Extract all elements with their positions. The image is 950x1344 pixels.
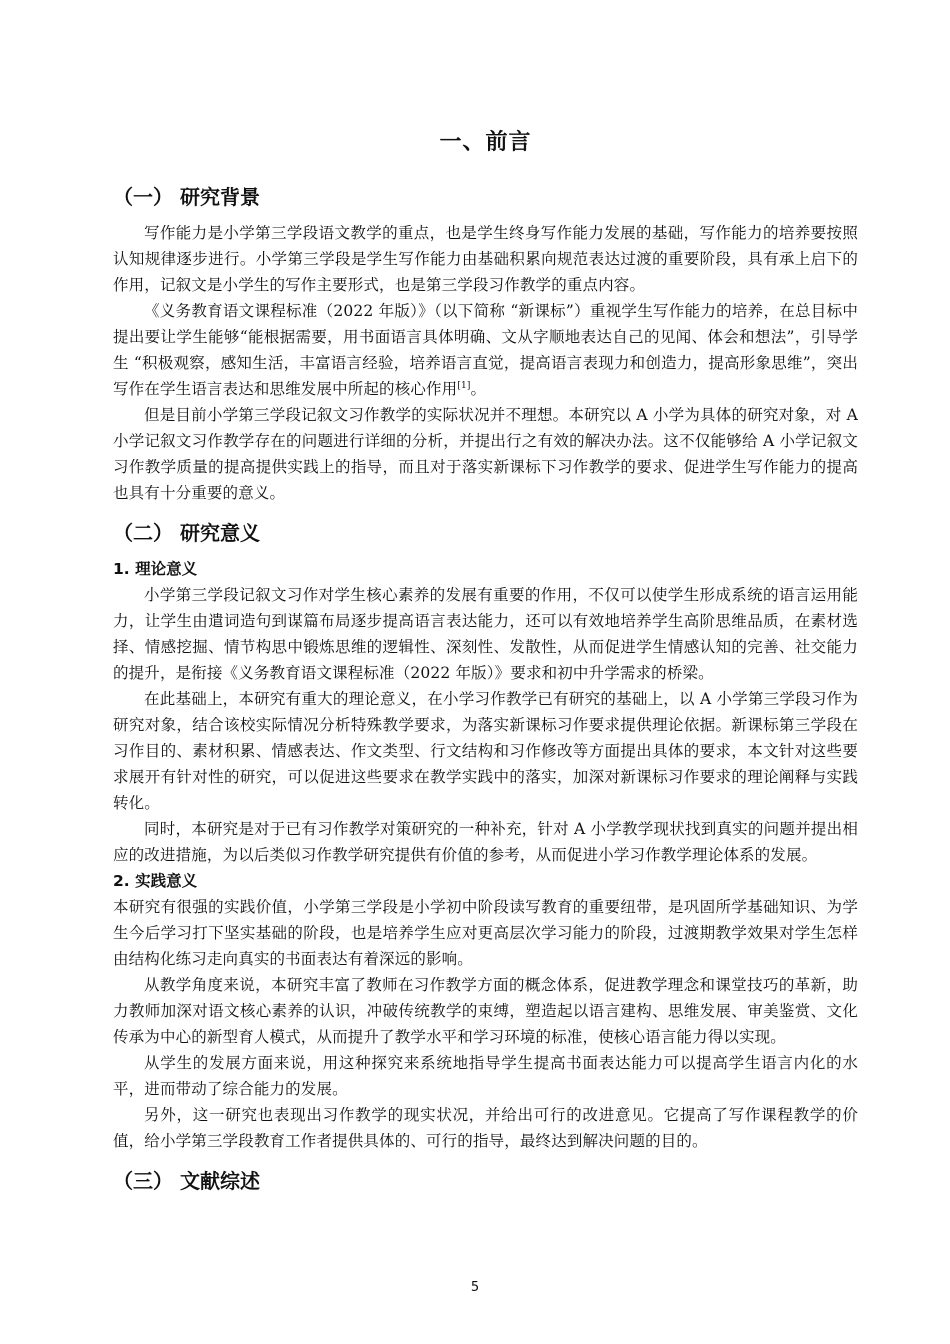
background-paragraph-1: 写作能力是小学第三学段语文教学的重点，也是学生终身写作能力发展的基础，写作能力的培养要按照认知规律逐步进行。小学第三学段是学生写作能力由基础积累向规范表达过渡的重要阶段，具有承上启下的作用，记叙文是小学生的写作主要形式，也是第三学段习作教学的重点内容。 (113, 224, 858, 294)
background-paragraph-2-end: 。 (470, 380, 487, 398)
section-title-significance: （二） 研究意义 (113, 521, 260, 545)
section-title-literature: （三） 文献综述 (113, 1169, 260, 1193)
subsection-title-practice: 2. 实践意义 (113, 872, 198, 890)
subsection-title-theory: 1. 理论意义 (113, 560, 198, 578)
theory-paragraph-3: 同时，本研究是对于已有习作教学对策研究的一种补充，针对 A 小学教学现状找到真实的问题并提出相应的改进措施，为以后类似习作教学研究提供有价值的参考，从而促进小学习作教学理论体系的发展。 (113, 820, 858, 864)
background-paragraph-2 (113, 298, 858, 402)
section-title-background: （一） 研究背景 (113, 185, 260, 209)
background-paragraph-3: 但是目前小学第三学段记叙文习作教学的实际状况并不理想。本研究以 A 小学为具体的研究对象，对 A 小学记叙文习作教学存在的问题进行详细的分析，并提出行之有效的解决办法。这不仅能够给 A 小学记叙文习作教学质量的提高提供实践上的指导，而且对于落实新课标下习作教学的要求、促进学生写作能力的提高也具有十分重要的意义。 (113, 406, 858, 502)
chapter-title: 一、前言 (439, 130, 532, 155)
practice-paragraph-3: 从学生的发展方面来说，用这种探究来系统地指导学生提高书面表达能力可以提高学生语言内化的水平，进而带动了综合能力的发展。 (113, 1054, 858, 1098)
practice-paragraph-1: 本研究有很强的实践价值，小学第三学段是小学初中阶段读写教育的重要纽带，是巩固所学基础知识、为学生今后学习打下坚实基础的阶段，也是培养学生应对更高层次学习能力的阶段，过渡期教学效果对学生怎样由结构化练习走向真实的书面表达有着深远的影响。 (113, 898, 858, 968)
page-number: 5 (470, 1280, 480, 1295)
theory-paragraph-2: 在此基础上，本研究有重大的理论意义，在小学习作教学已有研究的基础上，以 A 小学第三学段习作为研究对象，结合该校实际情况分析特殊教学要求，为落实新课标习作要求提供理论依据。新课标第三学段在习作目的、素材积累、情感表达、作文类型、行文结构和习作修改等方面提出具体的要求，本文针对这些要求展开有针对性的研究，可以促进这些要求在教学实践中的落实，加深对新课标习作要求的理论阐释与实践转化。 (113, 690, 858, 812)
citation-reference[interactable]: [1] (457, 380, 471, 391)
practice-paragraph-4: 另外，这一研究也表现出习作教学的现实状况，并给出可行的改进意见。它提高了写作课程教学的价值，给小学第三学段教育工作者提供具体的、可行的指导，最终达到解决问题的目的。 (113, 1106, 858, 1150)
background-paragraph-2-text: 《义务教育语文课程标准（2022 年版）》（以下简称 “新课标”）重视学生写作能力的培养，在总目标中提出要让学生能够“能根据需要，用书面语言具体明确、文从字顺地表达自己的见闻、体会和想法”，引导学生 “积极观察，感知生活，丰富语言经验，培养语言直觉，提高语言表现力和创造力，提高形象思维”，突出写作在学生语言表达和思维发展中所起的核心作用 (113, 302, 858, 398)
page-content (113, 126, 858, 1204)
practice-paragraph-2: 从教学角度来说，本研究丰富了教师在习作教学方面的概念体系，促进教学理念和课堂技巧的革新，助力教师加深对语文核心素养的认识，冲破传统教学的束缚，塑造起以语言建构、思维发展、审美鉴赏、文化传承为中心的新型育人模式，从而提升了教学水平和学习环境的标准，使核心语言能力得以实现。 (113, 976, 858, 1046)
theory-paragraph-1: 小学第三学段记叙文习作对学生核心素养的发展有重要的作用，不仅可以使学生形成系统的语言运用能力，让学生由遣词造句到谋篇布局逐步提高语言表达能力，还可以有效地培养学生高阶思维品质，在素材选择、情感挖掘、情节构思中锻炼思维的逻辑性、深刻性、发散性，从而促进学生情感认知的完善、社交能力的提升，是衔接《义务教育语文课程标准（2022 年版）》要求和初中升学需求的桥梁。 (113, 586, 858, 682)
